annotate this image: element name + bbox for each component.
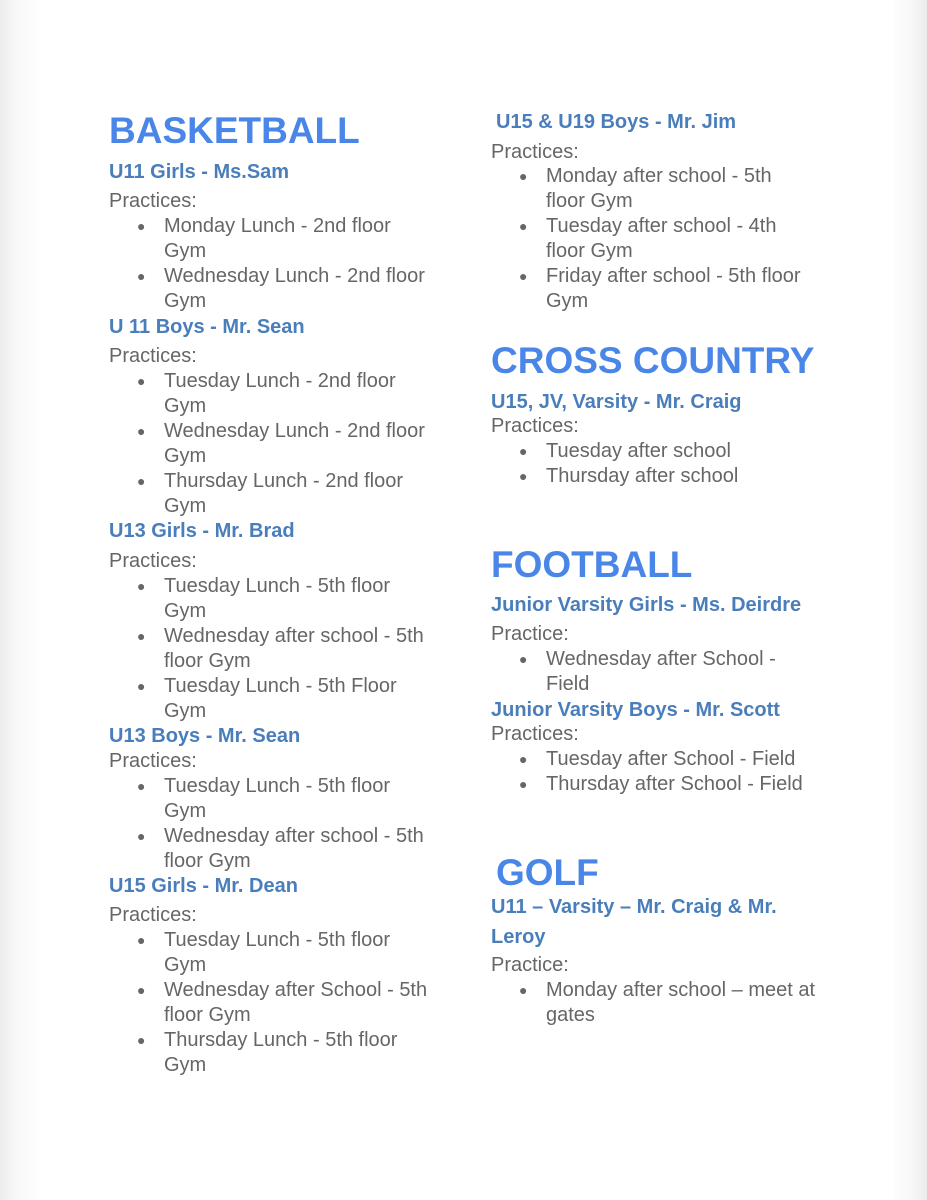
- bullet-icon: ●: [137, 1032, 146, 1048]
- practices-label: Practices:: [491, 415, 579, 437]
- list-item-text: Thursday Lunch - 5th floor Gym: [164, 1029, 398, 1076]
- page-edge-left: [0, 0, 42, 1200]
- bullet-icon: ●: [137, 932, 146, 948]
- list-item-text: Tuesday Lunch - 5th Floor Gym: [164, 675, 397, 722]
- list-item-text: Wednesday Lunch - 2nd floor Gym: [164, 420, 425, 467]
- bullet-icon: ●: [519, 776, 528, 792]
- bullet-icon: ●: [137, 268, 146, 284]
- list-item-text: Thursday after school: [546, 465, 739, 487]
- bullet-icon: ●: [519, 268, 528, 284]
- football-title: FOOTBALL: [491, 544, 693, 585]
- team-heading-jv-boys: Junior Varsity Boys - Mr. Scott: [491, 699, 780, 721]
- bullet-icon: ●: [519, 168, 528, 184]
- bullet-icon: ●: [137, 678, 146, 694]
- list-item-text: Wednesday Lunch - 2nd floor Gym: [164, 265, 425, 312]
- bullet-icon: ●: [519, 982, 528, 998]
- list-item-text: Tuesday Lunch - 5th floor Gym: [164, 929, 391, 976]
- practices-label: Practices:: [491, 141, 579, 163]
- bullet-icon: ●: [137, 473, 146, 489]
- bullet-icon: ●: [137, 778, 146, 794]
- bullet-icon: ●: [137, 373, 146, 389]
- list-item-text: Tuesday after school: [546, 440, 731, 462]
- bullet-icon: ●: [137, 578, 146, 594]
- bullet-icon: ●: [137, 828, 146, 844]
- team-heading-u11-boys: U 11 Boys - Mr. Sean: [109, 316, 305, 338]
- list-item-text: Wednesday after School - 5th floor Gym: [164, 979, 428, 1026]
- practices-label: Practice:: [491, 954, 569, 976]
- team-heading-u13-boys: U13 Boys - Mr. Sean: [109, 725, 301, 747]
- team-heading-u15-u19-boys: U15 & U19 Boys - Mr. Jim: [496, 111, 737, 133]
- practices-label: Practices:: [491, 723, 579, 745]
- list-item-text: Tuesday after School - Field: [546, 748, 796, 770]
- practices-label: Practices:: [109, 750, 197, 772]
- bullet-icon: ●: [137, 628, 146, 644]
- bullet-icon: ●: [137, 423, 146, 439]
- team-heading-u11-girls: U11 Girls - Ms.Sam: [109, 161, 290, 183]
- team-heading-jv-girls: Junior Varsity Girls - Ms. Deirdre: [491, 594, 802, 616]
- team-heading-u15-girls: U15 Girls - Mr. Dean: [109, 875, 298, 897]
- golf-title: GOLF: [496, 852, 599, 893]
- team-heading-golf-line2: Leroy: [491, 926, 546, 948]
- list-item-text: Monday after school – meet at gates: [546, 979, 816, 1026]
- team-heading-u13-girls: U13 Girls - Mr. Brad: [109, 520, 295, 542]
- list-item-text: Thursday after School - Field: [546, 773, 803, 795]
- bullet-icon: ●: [519, 443, 528, 459]
- list-item-text: Monday Lunch - 2nd floor Gym: [164, 215, 391, 262]
- bullet-icon: ●: [519, 468, 528, 484]
- bullet-icon: ●: [137, 982, 146, 998]
- list-item-text: Tuesday Lunch - 2nd floor Gym: [164, 370, 396, 417]
- bullet-icon: ●: [519, 218, 528, 234]
- list-item-text: Tuesday Lunch - 5th floor Gym: [164, 575, 391, 622]
- list-item-text: Friday after school - 5th floor Gym: [546, 265, 801, 312]
- team-heading-golf-line1: U11 – Varsity – Mr. Craig & Mr.: [491, 896, 777, 918]
- list-item-text: Wednesday after school - 5th floor Gym: [164, 625, 424, 672]
- practices-label: Practices:: [109, 345, 197, 367]
- list-item-text: Thursday Lunch - 2nd floor Gym: [164, 470, 404, 517]
- bullet-icon: ●: [519, 651, 528, 667]
- list-item-text: Tuesday after school - 4th floor Gym: [546, 215, 777, 262]
- bullet-icon: ●: [137, 218, 146, 234]
- list-item-text: Wednesday after school - 5th floor Gym: [164, 825, 424, 872]
- practices-label: Practice:: [491, 623, 569, 645]
- list-item-text: Wednesday after School - Field: [546, 648, 776, 695]
- practices-label: Practices:: [109, 904, 197, 926]
- basketball-title: BASKETBALL: [109, 110, 360, 151]
- team-heading-cross-country: U15, JV, Varsity - Mr. Craig: [491, 391, 742, 413]
- page-edge-right: [887, 0, 927, 1200]
- practices-label: Practices:: [109, 190, 197, 212]
- bullet-icon: ●: [519, 751, 528, 767]
- practices-label: Practices:: [109, 550, 197, 572]
- cross-country-title: CROSS COUNTRY: [491, 340, 815, 381]
- list-item-text: Tuesday Lunch - 5th floor Gym: [164, 775, 391, 822]
- list-item-text: Monday after school - 5th floor Gym: [546, 165, 772, 212]
